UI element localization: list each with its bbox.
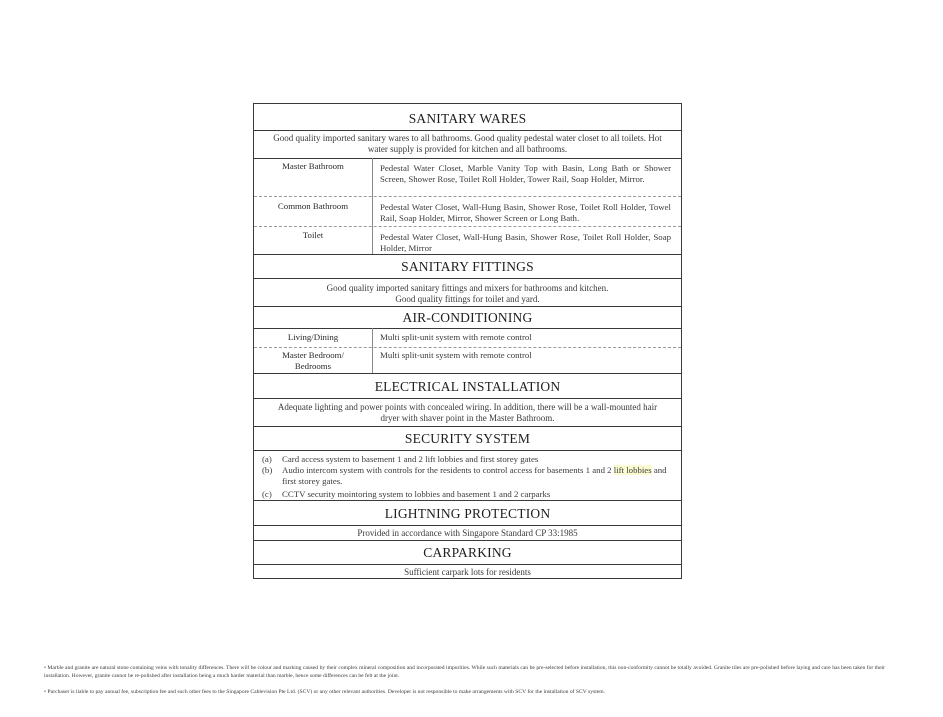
toilet-value: Pedestal Water Closet, Wall-Hung Basin, Shower Rose, Toilet Roll Holder, Soap Holder, Mirror (380, 232, 671, 253)
security-item-b: (b) Audio intercom system with controls for the residents to control access for basements 1 and 2 lift lobbies and first storey gates. (262, 465, 667, 486)
living-dining-value: Multi split-unit system with remote control (380, 332, 532, 342)
lightning-protection-heading: LIGHTNING PROTECTION (254, 503, 681, 526)
living-dining-label: Living/Dining (287, 332, 339, 342)
electrical-installation-heading: ELECTRICAL INSTALLATION (254, 376, 681, 399)
carparking-heading: CARPARKING (254, 542, 681, 565)
sanitary-wares-intro: Good quality imported sanitary wares to all bathrooms. Good quality pedestal water closet to all toilets. Hot water supply is provided for kitchen and all bathrooms. (273, 133, 662, 154)
security-item-c: (c) CCTV security mointoring system to lobbies and basement 1 and 2 carparks (262, 489, 551, 499)
electrical-installation-text: Adequate lighting and power points with concealed wiring. In addition, there will be a wall-mounted hair dryer with shaver point in the Master Bathroom. (277, 402, 658, 423)
master-bedroom-label: Master Bedroom/ (282, 350, 344, 360)
toilet-label: Toilet (302, 230, 324, 240)
specification-table (253, 103, 682, 579)
highlighted-text: lift lobbies (613, 465, 652, 475)
bedrooms-label: Bedrooms (294, 361, 332, 371)
security-item-a: (a) Card access system to basement 1 and 2 lift lobbies and first storey gates (262, 454, 539, 464)
sanitary-fittings-heading: SANITARY FITTINGS (254, 256, 681, 279)
master-bathroom-value: Pedestal Water Closet, Marble Vanity Top with Basin, Long Bath or Shower Screen, Shower Rose, Toilet Roll Holder, Tower Rail, Soap Holder, Mirror. (380, 163, 671, 184)
common-bathroom-label: Common Bathroom (277, 201, 349, 211)
master-bedroom-value: Multi split-unit system with remote control (380, 350, 532, 360)
sanitary-fittings-line2: Good quality fittings for toilet and yard. (395, 294, 540, 304)
sanitary-wares-heading: SANITARY WARES (254, 108, 681, 131)
security-system-heading: SECURITY SYSTEM (254, 428, 681, 451)
air-conditioning-heading: AIR-CONDITIONING (254, 307, 681, 329)
footnote-purchaser: • Purchaser is liable to pay annual fee, subscription fee and such other fees to the Singapore Cablevision Pte Ltd. (SCV) or any other relevant authorities. Developer is not responsible to make arrangements with SCV for the installation of SCV system. (44, 689, 605, 695)
lightning-protection-text: Provided in accordance with Singapore Standard CP 33:1985 (357, 528, 578, 538)
footnote-marble: • Marble and granite are natural stone containing veins with tonality differences. There will be colour and marking caused by their complex mineral composition and incorporated impurities. While such materials can be pre-selected before installation, this non-conformity cannot be totally avoided. Granite tiles are pre-polished before laying and care has been taken for their installation. However, granite cannot be re-polished after installation being a much harder material than marble, hence some differences can be felt at the joint. (44, 665, 885, 679)
common-bathroom-value: Pedestal Water Closet, Wall-Hung Basin, Shower Rose, Toilet Roll Holder, Towel Rail, Soap Holder, Mirror, Shower Screen or Long Bath. (380, 202, 671, 223)
master-bathroom-label: Master Bathroom (282, 161, 344, 171)
sanitary-fittings-line1: Good quality imported sanitary fittings and mixers for bathrooms and kitchen. (326, 283, 609, 293)
carparking-text: Sufficient carpark lots for residents (404, 567, 531, 577)
